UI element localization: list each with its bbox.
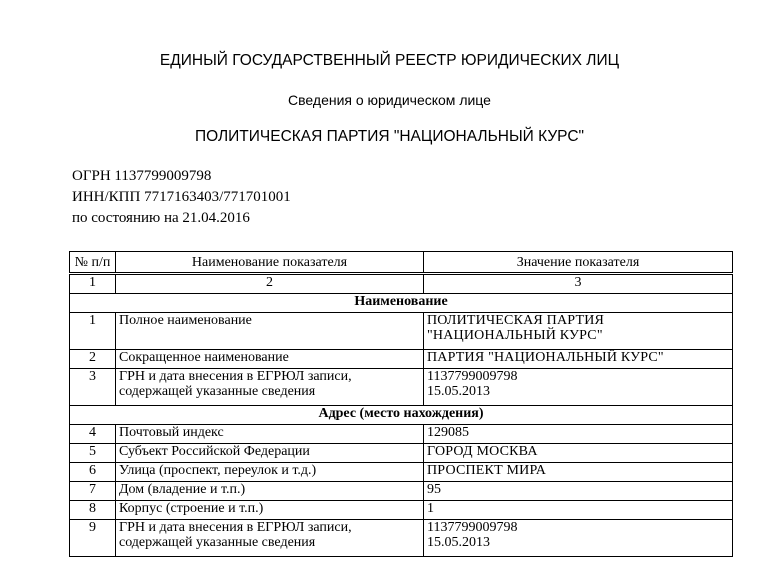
row-indicator: ГРН и дата внесения в ЕГРЮЛ записи, содержащей указанные сведения: [116, 520, 424, 557]
row-value: ПАРТИЯ "НАЦИОНАЛЬНЫЙ КУРС": [424, 350, 733, 369]
section-title: Наименование: [70, 294, 733, 313]
table-row: [70, 444, 733, 463]
row-number: 5: [70, 444, 116, 463]
table-row: [70, 463, 733, 482]
row-number: 6: [70, 463, 116, 482]
row-number: 2: [70, 350, 116, 369]
row-value: ПРОСПЕКТ МИРА: [424, 463, 733, 482]
row-number: 8: [70, 501, 116, 520]
table-row: [70, 425, 733, 444]
row-number: 9: [70, 520, 116, 557]
column-header-indicator: Наименование показателя: [116, 252, 424, 274]
table-row: [70, 369, 733, 406]
row-indicator: Дом (владение и т.п.): [116, 482, 424, 501]
column-number-row: [70, 274, 733, 294]
row-value: [424, 369, 733, 406]
column-number-2: 2: [116, 274, 424, 294]
row-number: 3: [70, 369, 116, 406]
table-row: [70, 350, 733, 369]
as-of-date-line: по состоянию на 21.04.2016: [72, 210, 250, 226]
grn-value: 1137799009798: [427, 520, 518, 535]
table-row: [70, 313, 733, 350]
table-row: [70, 520, 733, 557]
column-header-number: № п/п: [70, 252, 116, 274]
table-header-row: [70, 252, 733, 274]
row-indicator: Сокращенное наименование: [116, 350, 424, 369]
row-value: ПОЛИТИЧЕСКАЯ ПАРТИЯ "НАЦИОНАЛЬНЫЙ КУРС": [424, 313, 733, 350]
row-indicator: ГРН и дата внесения в ЕГРЮЛ записи, содержащей указанные сведения: [116, 369, 424, 406]
row-indicator: Улица (проспект, переулок и т.д.): [116, 463, 424, 482]
section-title: Адрес (место нахождения): [70, 406, 733, 425]
row-indicator: Полное наименование: [116, 313, 424, 350]
row-number: 7: [70, 482, 116, 501]
grn-date: 15.05.2013: [427, 535, 490, 550]
inn-kpp-line: ИНН/КПП 7717163403/771701001: [72, 189, 291, 205]
entity-name-heading: ПОЛИТИЧЕСКАЯ ПАРТИЯ "НАЦИОНАЛЬНЫЙ КУРС": [194, 128, 585, 145]
grn-date: 15.05.2013: [427, 384, 490, 399]
row-value: 95: [424, 482, 733, 501]
grn-value: 1137799009798: [427, 369, 518, 384]
row-value: 1: [424, 501, 733, 520]
document-subtitle: Сведения о юридическом лице: [288, 92, 491, 108]
row-indicator: Субъект Российской Федерации: [116, 444, 424, 463]
row-value: ГОРОД МОСКВА: [424, 444, 733, 463]
ogrn-line: ОГРН 1137799009798: [72, 168, 212, 184]
row-value: 129085: [424, 425, 733, 444]
column-header-value: Значение показателя: [424, 252, 733, 274]
section-row-address: [70, 406, 733, 425]
row-indicator: Почтовый индекс: [116, 425, 424, 444]
row-value: [424, 520, 733, 557]
row-number: 1: [70, 313, 116, 350]
column-number-1: 1: [70, 274, 116, 294]
table-row: [70, 501, 733, 520]
section-row-name: [70, 294, 733, 313]
row-number: 4: [70, 425, 116, 444]
registry-title: ЕДИНЫЙ ГОСУДАРСТВЕННЫЙ РЕЕСТР ЮРИДИЧЕСКИХ ЛИЦ: [159, 52, 620, 69]
registry-table: [69, 251, 733, 557]
row-indicator: Корпус (строение и т.п.): [116, 501, 424, 520]
table-row: [70, 482, 733, 501]
column-number-3: 3: [424, 274, 733, 294]
